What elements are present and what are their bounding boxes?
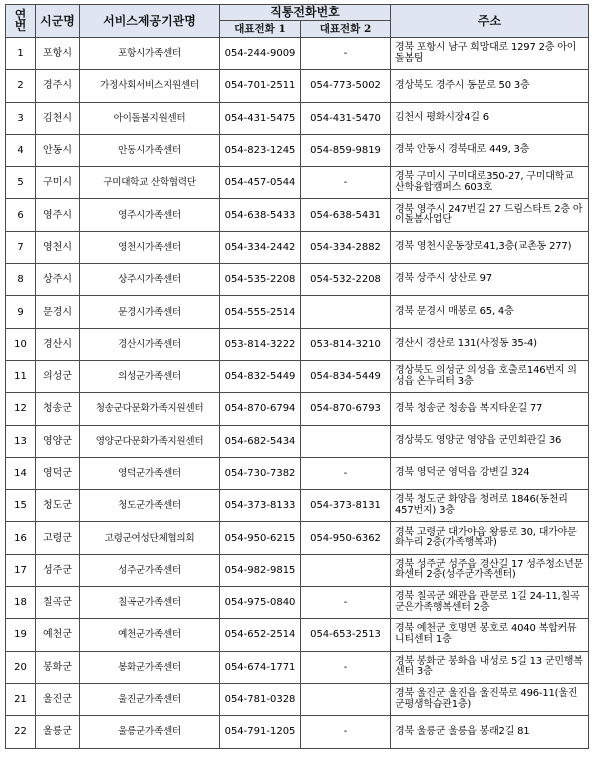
header-phone2: 대표전화 2 <box>301 21 391 38</box>
cell-phone2: 054-431-5470 <box>301 102 391 134</box>
cell-org: 예천군가족센터 <box>80 619 220 651</box>
cell-phone1: 054-823-1245 <box>220 134 301 166</box>
table-row <box>6 425 589 457</box>
cell-phone2: - <box>301 457 391 489</box>
cell-phone2: 054-870-6793 <box>301 393 391 425</box>
table-row <box>6 522 589 554</box>
cell-phone2: 054-532-2208 <box>301 264 391 296</box>
cell-city: 울진군 <box>36 683 80 715</box>
cell-no: 3 <box>6 102 36 134</box>
cell-city: 상주시 <box>36 264 80 296</box>
cell-address: 경북 영덕군 영덕읍 강변길 324 <box>391 457 589 489</box>
table-body <box>6 38 589 749</box>
cell-phone2: 054-834-5449 <box>301 360 391 392</box>
cell-phone1: 054-781-0328 <box>220 683 301 715</box>
cell-org: 울진군가족센터 <box>80 683 220 715</box>
cell-no: 10 <box>6 328 36 360</box>
cell-no: 19 <box>6 619 36 651</box>
cell-phone2: - <box>301 38 391 70</box>
cell-phone1: 054-730-7382 <box>220 457 301 489</box>
table-row <box>6 393 589 425</box>
cell-no: 5 <box>6 167 36 199</box>
cell-city: 문경시 <box>36 296 80 328</box>
header-org: 서비스제공기관명 <box>80 5 220 38</box>
cell-org: 의성군가족센터 <box>80 360 220 392</box>
cell-org: 칠곡군가족센터 <box>80 587 220 619</box>
table-row <box>6 651 589 683</box>
cell-city: 고령군 <box>36 522 80 554</box>
cell-address: 경상북도 경주시 동문로 50 3층 <box>391 70 589 102</box>
cell-org: 고령군여성단체협의회 <box>80 522 220 554</box>
cell-org: 안동시가족센터 <box>80 134 220 166</box>
cell-no: 1 <box>6 38 36 70</box>
cell-address: 김천시 평화시장4길 6 <box>391 102 589 134</box>
cell-no: 9 <box>6 296 36 328</box>
service-center-table <box>5 4 589 749</box>
cell-org: 영덕군가족센터 <box>80 457 220 489</box>
cell-no: 13 <box>6 425 36 457</box>
cell-org: 청송군다문화가족지원센터 <box>80 393 220 425</box>
cell-address: 경북 포항시 남구 희망대로 1297 2층 아이돌봄팀 <box>391 38 589 70</box>
cell-no: 6 <box>6 199 36 231</box>
cell-no: 18 <box>6 587 36 619</box>
cell-phone2: 054-950-6362 <box>301 522 391 554</box>
cell-phone1: 054-431-5475 <box>220 102 301 134</box>
cell-address: 경북 울릉군 울릉읍 봉래2길 81 <box>391 716 589 748</box>
table-row <box>6 296 589 328</box>
cell-city: 봉화군 <box>36 651 80 683</box>
table-row <box>6 134 589 166</box>
cell-no: 2 <box>6 70 36 102</box>
cell-address: 경산시 경산로 131(사정동 35-4) <box>391 328 589 360</box>
cell-phone1: 054-244-9009 <box>220 38 301 70</box>
cell-phone2: - <box>301 651 391 683</box>
cell-phone1: 054-334-2442 <box>220 231 301 263</box>
cell-no: 15 <box>6 490 36 522</box>
cell-address: 경북 울진군 울진읍 울진북로 496-11(울진군평생학습관1층) <box>391 683 589 715</box>
cell-no: 7 <box>6 231 36 263</box>
cell-city: 포항시 <box>36 38 80 70</box>
cell-address: 경북 안동시 경북대로 449, 3층 <box>391 134 589 166</box>
cell-phone1: 054-791-1205 <box>220 716 301 748</box>
cell-city: 영양군 <box>36 425 80 457</box>
cell-org: 문경시가족센터 <box>80 296 220 328</box>
table-header <box>6 5 589 38</box>
cell-org: 경산시가족센터 <box>80 328 220 360</box>
cell-city: 안동시 <box>36 134 80 166</box>
cell-address: 경북 영천시운동장로41,3층(교촌동 277) <box>391 231 589 263</box>
cell-org: 아이돌봄지원센터 <box>80 102 220 134</box>
cell-address: 경북 성주군 성주읍 경산길 17 성주청소년문화센터 2층(성주군가족센터) <box>391 554 589 586</box>
cell-city: 영주시 <box>36 199 80 231</box>
cell-phone2: 054-773-5002 <box>301 70 391 102</box>
cell-phone2: 053-814-3210 <box>301 328 391 360</box>
table-row <box>6 38 589 70</box>
cell-city: 경주시 <box>36 70 80 102</box>
cell-city: 경산시 <box>36 328 80 360</box>
header-no: 연번 <box>6 5 36 38</box>
cell-city: 성주군 <box>36 554 80 586</box>
cell-address: 경북 청송군 청송읍 복지타운길 77 <box>391 393 589 425</box>
cell-org: 청도군가족센터 <box>80 490 220 522</box>
cell-no: 12 <box>6 393 36 425</box>
cell-address: 경북 봉화군 봉화읍 내성로 5길 13 군민행복센터 3층 <box>391 651 589 683</box>
cell-city: 영천시 <box>36 231 80 263</box>
cell-phone1: 054-682-5434 <box>220 425 301 457</box>
cell-phone1: 054-457-0544 <box>220 167 301 199</box>
cell-phone1: 054-555-2514 <box>220 296 301 328</box>
cell-org: 영양군다문화가족지원센터 <box>80 425 220 457</box>
cell-org: 포항시가족센터 <box>80 38 220 70</box>
cell-city: 청송군 <box>36 393 80 425</box>
cell-phone2: 054-653-2513 <box>301 619 391 651</box>
cell-org: 울릉군가족센터 <box>80 716 220 748</box>
cell-phone1: 054-674-1771 <box>220 651 301 683</box>
cell-address: 경북 구미시 구미대로350-27, 구미대학교 산학융합캠퍼스 603호 <box>391 167 589 199</box>
cell-phone1: 054-832-5449 <box>220 360 301 392</box>
cell-city: 의성군 <box>36 360 80 392</box>
cell-org: 영주시가족센터 <box>80 199 220 231</box>
cell-phone1: 054-652-2514 <box>220 619 301 651</box>
cell-org: 영천시가족센터 <box>80 231 220 263</box>
cell-phone2 <box>301 296 391 328</box>
table-row <box>6 328 589 360</box>
cell-phone2: - <box>301 716 391 748</box>
cell-address: 경상북도 영양군 영양읍 군민회관길 36 <box>391 425 589 457</box>
table-row <box>6 716 589 748</box>
cell-phone2: 054-638-5431 <box>301 199 391 231</box>
cell-org: 구미대학교 산학협력단 <box>80 167 220 199</box>
table-row <box>6 587 589 619</box>
cell-phone2: - <box>301 587 391 619</box>
cell-no: 17 <box>6 554 36 586</box>
table-row <box>6 619 589 651</box>
cell-address: 경북 칠곡군 왜관읍 관문로 1길 24-11,칠곡군은가족행복센터 2층 <box>391 587 589 619</box>
table-row <box>6 231 589 263</box>
cell-city: 울릉군 <box>36 716 80 748</box>
cell-city: 칠곡군 <box>36 587 80 619</box>
cell-phone1: 054-373-8133 <box>220 490 301 522</box>
cell-no: 20 <box>6 651 36 683</box>
header-phone1: 대표전화 1 <box>220 21 301 38</box>
cell-address: 경북 문경시 매봉로 65, 4층 <box>391 296 589 328</box>
header-phone-group: 직통전화번호 <box>220 5 391 21</box>
cell-no: 16 <box>6 522 36 554</box>
cell-phone2: 054-373-8131 <box>301 490 391 522</box>
cell-address: 경북 고령군 대가야읍 왕릉로 30, 대가야문화누리 2층(가족행복과) <box>391 522 589 554</box>
cell-no: 21 <box>6 683 36 715</box>
cell-city: 예천군 <box>36 619 80 651</box>
cell-phone1: 054-982-9815 <box>220 554 301 586</box>
cell-city: 구미시 <box>36 167 80 199</box>
cell-address: 경상북도 의성군 의성읍 호출로146번지 의성읍 온누리터 3층 <box>391 360 589 392</box>
table-row <box>6 102 589 134</box>
cell-phone1: 054-870-6794 <box>220 393 301 425</box>
cell-phone2: 054-859-9819 <box>301 134 391 166</box>
table-row <box>6 167 589 199</box>
cell-no: 22 <box>6 716 36 748</box>
cell-city: 영덕군 <box>36 457 80 489</box>
cell-city: 청도군 <box>36 490 80 522</box>
cell-phone1: 053-814-3222 <box>220 328 301 360</box>
cell-address: 경북 영주시 247번길 27 드림스타트 2층 아이돌봄사업단 <box>391 199 589 231</box>
header-city: 시군명 <box>36 5 80 38</box>
cell-org: 상주시가족센터 <box>80 264 220 296</box>
table-row <box>6 457 589 489</box>
cell-phone2 <box>301 425 391 457</box>
cell-address: 경북 예천군 호명면 봉호로 4040 복합커뮤니티센터 1층 <box>391 619 589 651</box>
table-row <box>6 490 589 522</box>
cell-phone1: 054-950-6215 <box>220 522 301 554</box>
cell-address: 경북 상주시 상산로 97 <box>391 264 589 296</box>
cell-no: 8 <box>6 264 36 296</box>
table-row <box>6 554 589 586</box>
cell-org: 봉화군가족센터 <box>80 651 220 683</box>
cell-phone1: 054-638-5433 <box>220 199 301 231</box>
table-row <box>6 683 589 715</box>
cell-no: 11 <box>6 360 36 392</box>
cell-no: 14 <box>6 457 36 489</box>
cell-phone1: 054-975-0840 <box>220 587 301 619</box>
cell-phone2: 054-334-2882 <box>301 231 391 263</box>
cell-no: 4 <box>6 134 36 166</box>
header-address: 주소 <box>391 5 589 38</box>
cell-city: 김천시 <box>36 102 80 134</box>
cell-address: 경북 청도군 화양읍 청려로 1846(동천리 457번지) 3층 <box>391 490 589 522</box>
cell-org: 성주군가족센터 <box>80 554 220 586</box>
table-row <box>6 264 589 296</box>
cell-phone2 <box>301 683 391 715</box>
cell-phone1: 054-535-2208 <box>220 264 301 296</box>
cell-phone1: 054-701-2511 <box>220 70 301 102</box>
table-row <box>6 360 589 392</box>
cell-phone2 <box>301 554 391 586</box>
table-row <box>6 70 589 102</box>
cell-org: 가정사회서비스지원센터 <box>80 70 220 102</box>
table-row <box>6 199 589 231</box>
cell-phone2: - <box>301 167 391 199</box>
